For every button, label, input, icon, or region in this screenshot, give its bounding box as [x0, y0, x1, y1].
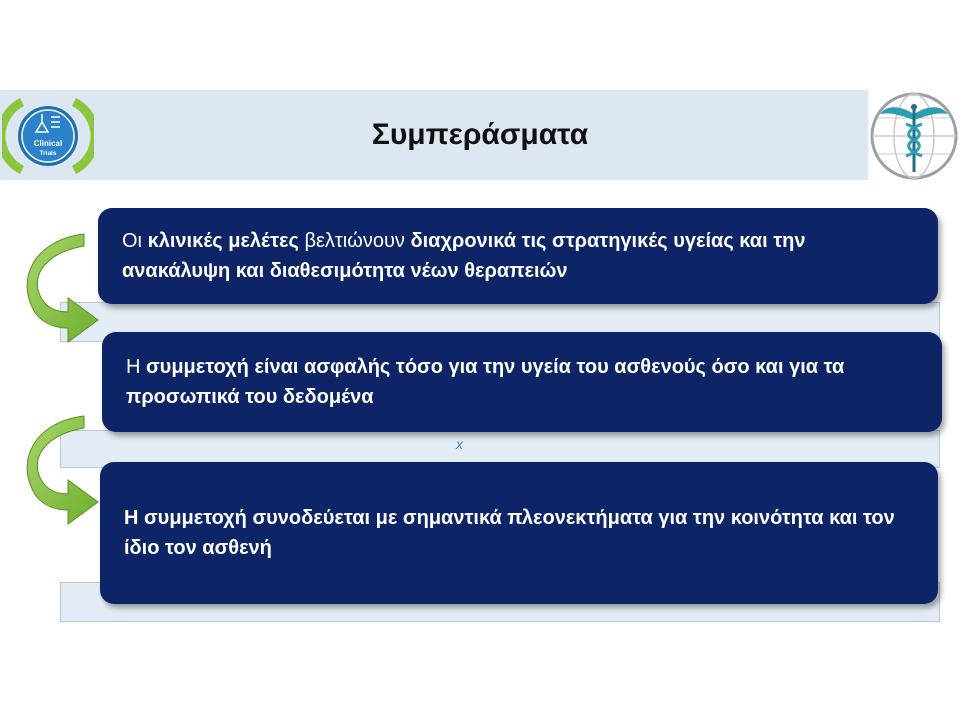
text-segment: κλινικές μελέτες	[147, 230, 305, 252]
conclusion-box-2	[102, 332, 942, 432]
conclusion-box-1	[98, 208, 938, 304]
conclusion-text	[124, 503, 914, 563]
text-segment: Η	[126, 356, 146, 378]
logo-text-1: Clinical	[33, 139, 63, 148]
conclusion-text	[126, 352, 918, 412]
curved-arrow-icon	[14, 230, 100, 346]
conclusion-text	[122, 226, 914, 286]
text-segment: Οι	[122, 230, 148, 252]
slide-title: Συμπεράσματα	[371, 118, 589, 151]
caduceus-logo	[868, 90, 960, 182]
text-segment: βελτιώνουν	[304, 230, 411, 252]
logo-text-2: Trials	[39, 150, 57, 157]
text-segment: Η συμμετοχή συνοδεύεται με σημαντικά πλεονεκτήματα για την κοινότητα και τον ίδιο τον ασθενή	[124, 507, 895, 559]
text-segment: συμμετοχή είναι ασφαλής τόσο για την υγεία του ασθενούς όσο και για τα προσωπικά του δεδομένα	[126, 356, 845, 408]
text-segment: διαχρονικά τις στρατηγικές υγείας και την ανακάλυψη και διαθεσιμότητα νέων θεραπειών	[122, 230, 806, 282]
curved-arrow-icon	[14, 412, 100, 528]
conclusion-box-3	[100, 462, 938, 604]
clinical-trials-logo	[2, 96, 94, 176]
stray-mark: x	[456, 436, 463, 452]
